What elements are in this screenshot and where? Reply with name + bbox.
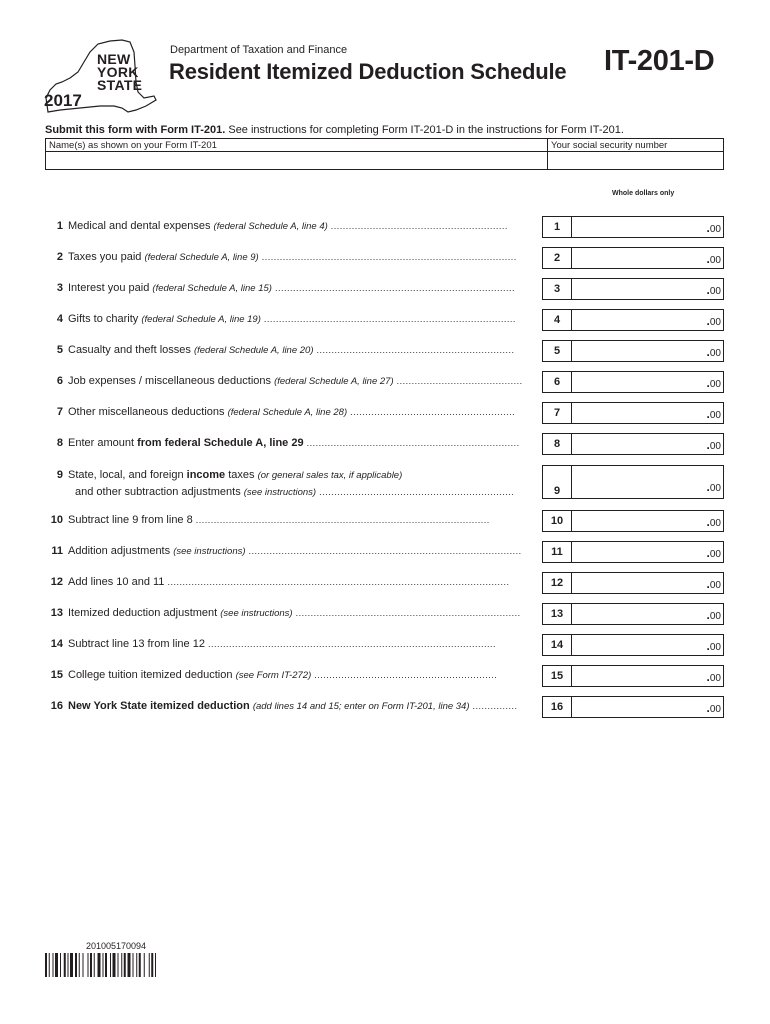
line-box-number: 6	[542, 371, 572, 393]
cents: 00	[709, 224, 721, 235]
cents: 00	[709, 642, 721, 653]
line-9-note: (or general sales tax, if applicable)	[257, 470, 403, 481]
line-label: Addition adjustments	[68, 545, 171, 557]
line-note: (federal Schedule A, line 15)	[152, 283, 272, 294]
line-15-row	[45, 665, 724, 687]
line-number: 7	[56, 406, 63, 418]
line-box-number: 10	[542, 510, 572, 532]
line-leader: ................................................................................................	[204, 639, 497, 649]
line-1-amount-field[interactable]: .00	[571, 216, 724, 238]
name-field[interactable]	[49, 153, 544, 170]
line-3-amount-field[interactable]: .00	[571, 278, 724, 300]
cents: 00	[709, 348, 721, 359]
line-label: Itemized deduction adjustment	[68, 607, 218, 619]
ssn-field[interactable]	[551, 153, 721, 170]
line-label: College tuition itemized deduction	[68, 669, 233, 681]
line-note: (add lines 14 and 15; enter on Form IT-201, line 34)	[252, 701, 470, 712]
line-label: Casualty and theft losses	[68, 344, 191, 356]
name-ssn-box	[45, 138, 724, 170]
line-leader: .......................................................................	[303, 438, 520, 448]
cents: 00	[709, 379, 721, 390]
ssn-label: Your social security number	[551, 140, 668, 151]
line-number: 3	[56, 282, 63, 294]
line-label: Interest you paid	[68, 282, 150, 294]
tax-year: 2017	[44, 91, 82, 110]
line-5-row	[45, 340, 724, 362]
line-5-amount-field[interactable]: .00	[571, 340, 724, 362]
line-number: 12	[50, 576, 63, 588]
cents: 00	[709, 549, 721, 560]
line-leader: ..................................................................................................................	[164, 577, 510, 587]
line-number: 5	[56, 344, 63, 356]
cents: 00	[709, 255, 721, 266]
line-note: (see instructions)	[173, 546, 246, 557]
line-leader: ...........................................................	[327, 221, 508, 231]
line-number: 2	[56, 251, 63, 263]
cents: 00	[709, 580, 721, 591]
line-leader: ..................................................................................................	[192, 515, 490, 525]
cents: 00	[709, 611, 721, 622]
cents: 00	[709, 410, 721, 421]
line-9-bold: income	[186, 469, 226, 481]
line-9-text-b: taxes	[225, 469, 258, 481]
line-label: Add lines 10 and 11	[68, 576, 165, 588]
line-9-text-a: State, local, and foreign	[68, 469, 187, 481]
line-number: 8	[56, 437, 63, 449]
line-box-number: 8	[542, 433, 572, 455]
line-note: (federal Schedule A, line 28)	[227, 407, 348, 418]
line-leader: ...........................................................................	[292, 608, 521, 618]
line-box-number: 2	[542, 247, 572, 269]
line-label: Taxes you paid	[68, 251, 142, 263]
submit-rest: See instructions for completing Form IT-201-D in the instructions for Form IT-201.	[225, 124, 624, 136]
logo-text	[97, 53, 142, 92]
line-label: Enter amount	[68, 437, 138, 449]
cents: 00	[709, 317, 721, 328]
line-box-number: 3	[542, 278, 572, 300]
line-box-number: 13	[542, 603, 572, 625]
line-16-amount-field[interactable]: .00	[571, 696, 724, 718]
line-7-row	[45, 402, 724, 424]
line-11-amount-field[interactable]: .00	[571, 541, 724, 563]
line-box-number: 5	[542, 340, 572, 362]
barcode-icon	[45, 953, 195, 977]
line-number: 6	[56, 375, 63, 387]
line-number: 13	[50, 607, 63, 619]
line-4-row	[45, 309, 724, 331]
line-number: 10	[50, 514, 63, 526]
cents: 00	[709, 704, 721, 715]
line-note: (federal Schedule A, line 19)	[141, 314, 261, 325]
line-13-row	[45, 603, 724, 625]
cents: 00	[709, 286, 721, 297]
line-number: 15	[50, 669, 63, 681]
line-box-number: 16	[542, 696, 572, 718]
line-label: Medical and dental expenses	[68, 220, 211, 232]
line-leader: ................................................................................	[271, 283, 515, 293]
line-leader: .....................................................................................	[258, 252, 517, 262]
line-box-number: 15	[542, 665, 572, 687]
line-note: (see Form IT-272)	[235, 670, 312, 681]
logo-line-state: STATE	[97, 77, 143, 93]
line-8-amount-field[interactable]: .00	[571, 433, 724, 455]
line-14-row	[45, 634, 724, 656]
line-6-amount-field[interactable]: .00	[571, 371, 724, 393]
line-bold-label: New York State itemized deduction	[68, 700, 250, 712]
line-box-number: 12	[542, 572, 572, 594]
line-7-amount-field[interactable]: .00	[571, 402, 724, 424]
line-label: Subtract line 13 from line 12	[68, 638, 205, 650]
line-12-row	[45, 572, 724, 594]
line-note: (federal Schedule A, line 20)	[193, 345, 314, 356]
line-leader: ..........................................	[393, 376, 523, 386]
line-9-number: 9	[56, 469, 63, 481]
line-4-amount-field[interactable]: .00	[571, 309, 724, 331]
line-9-row	[45, 465, 724, 499]
line-note: (federal Schedule A, line 4)	[213, 221, 328, 232]
submit-bold: Submit this form with Form IT-201.	[45, 124, 226, 136]
line-8-row	[45, 433, 724, 455]
line-leader: ....................................................................................	[260, 314, 516, 324]
line-1-row	[45, 216, 724, 238]
department-name: Department of Taxation and Finance	[170, 44, 348, 56]
line-leader: .......................................................	[347, 407, 516, 417]
line-box-number: 1	[542, 216, 572, 238]
line-label: Job expenses / miscellaneous deductions	[68, 375, 272, 387]
form-id: IT-201-D	[604, 45, 715, 77]
cents: 00	[709, 673, 721, 684]
logo-line-york: YORK	[97, 64, 139, 80]
line-9-text-c: and other subtraction adjustments	[75, 486, 244, 498]
whole-dollars-note: Whole dollars only	[612, 190, 675, 197]
line-9-cents: 00	[709, 483, 721, 494]
line-2-row	[45, 247, 724, 269]
line-16-row	[45, 696, 724, 718]
cents: 00	[709, 518, 721, 529]
cents: 00	[709, 441, 721, 452]
line-3-row	[45, 278, 724, 300]
line-15-amount-field[interactable]: .00	[571, 665, 724, 687]
line-leader: ..................................................................	[313, 345, 515, 355]
line-note: (federal Schedule A, line 27)	[274, 376, 394, 387]
line-box-number: 14	[542, 634, 572, 656]
logo-line-new: NEW	[97, 51, 131, 67]
line-9-amount-field[interactable]: .00	[571, 465, 724, 499]
line-number: 16	[50, 700, 63, 712]
line-9-leader: .................................................................	[316, 487, 515, 497]
line-11-row	[45, 541, 724, 563]
line-leader: ...............	[469, 701, 518, 711]
line-number: 14	[50, 638, 63, 650]
line-12-amount-field[interactable]: .00	[571, 572, 724, 594]
line-leader: ...........................................................................................	[245, 546, 522, 556]
line-9-note-2: (see instructions)	[243, 487, 317, 498]
barcode-number: 201005170094	[86, 941, 147, 951]
name-label: Name(s) as shown on your Form IT-201	[49, 140, 217, 151]
line-note: (see instructions)	[220, 608, 293, 619]
submit-instructions	[45, 124, 624, 136]
line-number: 4	[56, 313, 63, 325]
line-13-amount-field[interactable]: .00	[571, 603, 724, 625]
line-box-number: 7	[542, 402, 572, 424]
line-box-number: 4	[542, 309, 572, 331]
form-title: Resident Itemized Deduction Schedule	[169, 59, 567, 84]
line-bold-label: from federal Schedule A, line 29	[137, 437, 304, 449]
line-10-row	[45, 510, 724, 532]
line-leader: .............................................................	[311, 670, 498, 680]
line-10-amount-field[interactable]: .00	[571, 510, 724, 532]
line-6-row	[45, 371, 724, 393]
line-box-number: 11	[542, 541, 572, 563]
line-label: Other miscellaneous deductions	[68, 406, 225, 418]
line-label: Gifts to charity	[68, 313, 139, 325]
line-number: 1	[56, 220, 63, 232]
line-9-box: 9	[542, 465, 572, 499]
line-14-amount-field[interactable]: .00	[571, 634, 724, 656]
line-label: Subtract line 9 from line 8	[68, 514, 193, 526]
line-note: (federal Schedule A, line 9)	[144, 252, 259, 263]
line-number: 11	[51, 545, 63, 557]
line-2-amount-field[interactable]: .00	[571, 247, 724, 269]
